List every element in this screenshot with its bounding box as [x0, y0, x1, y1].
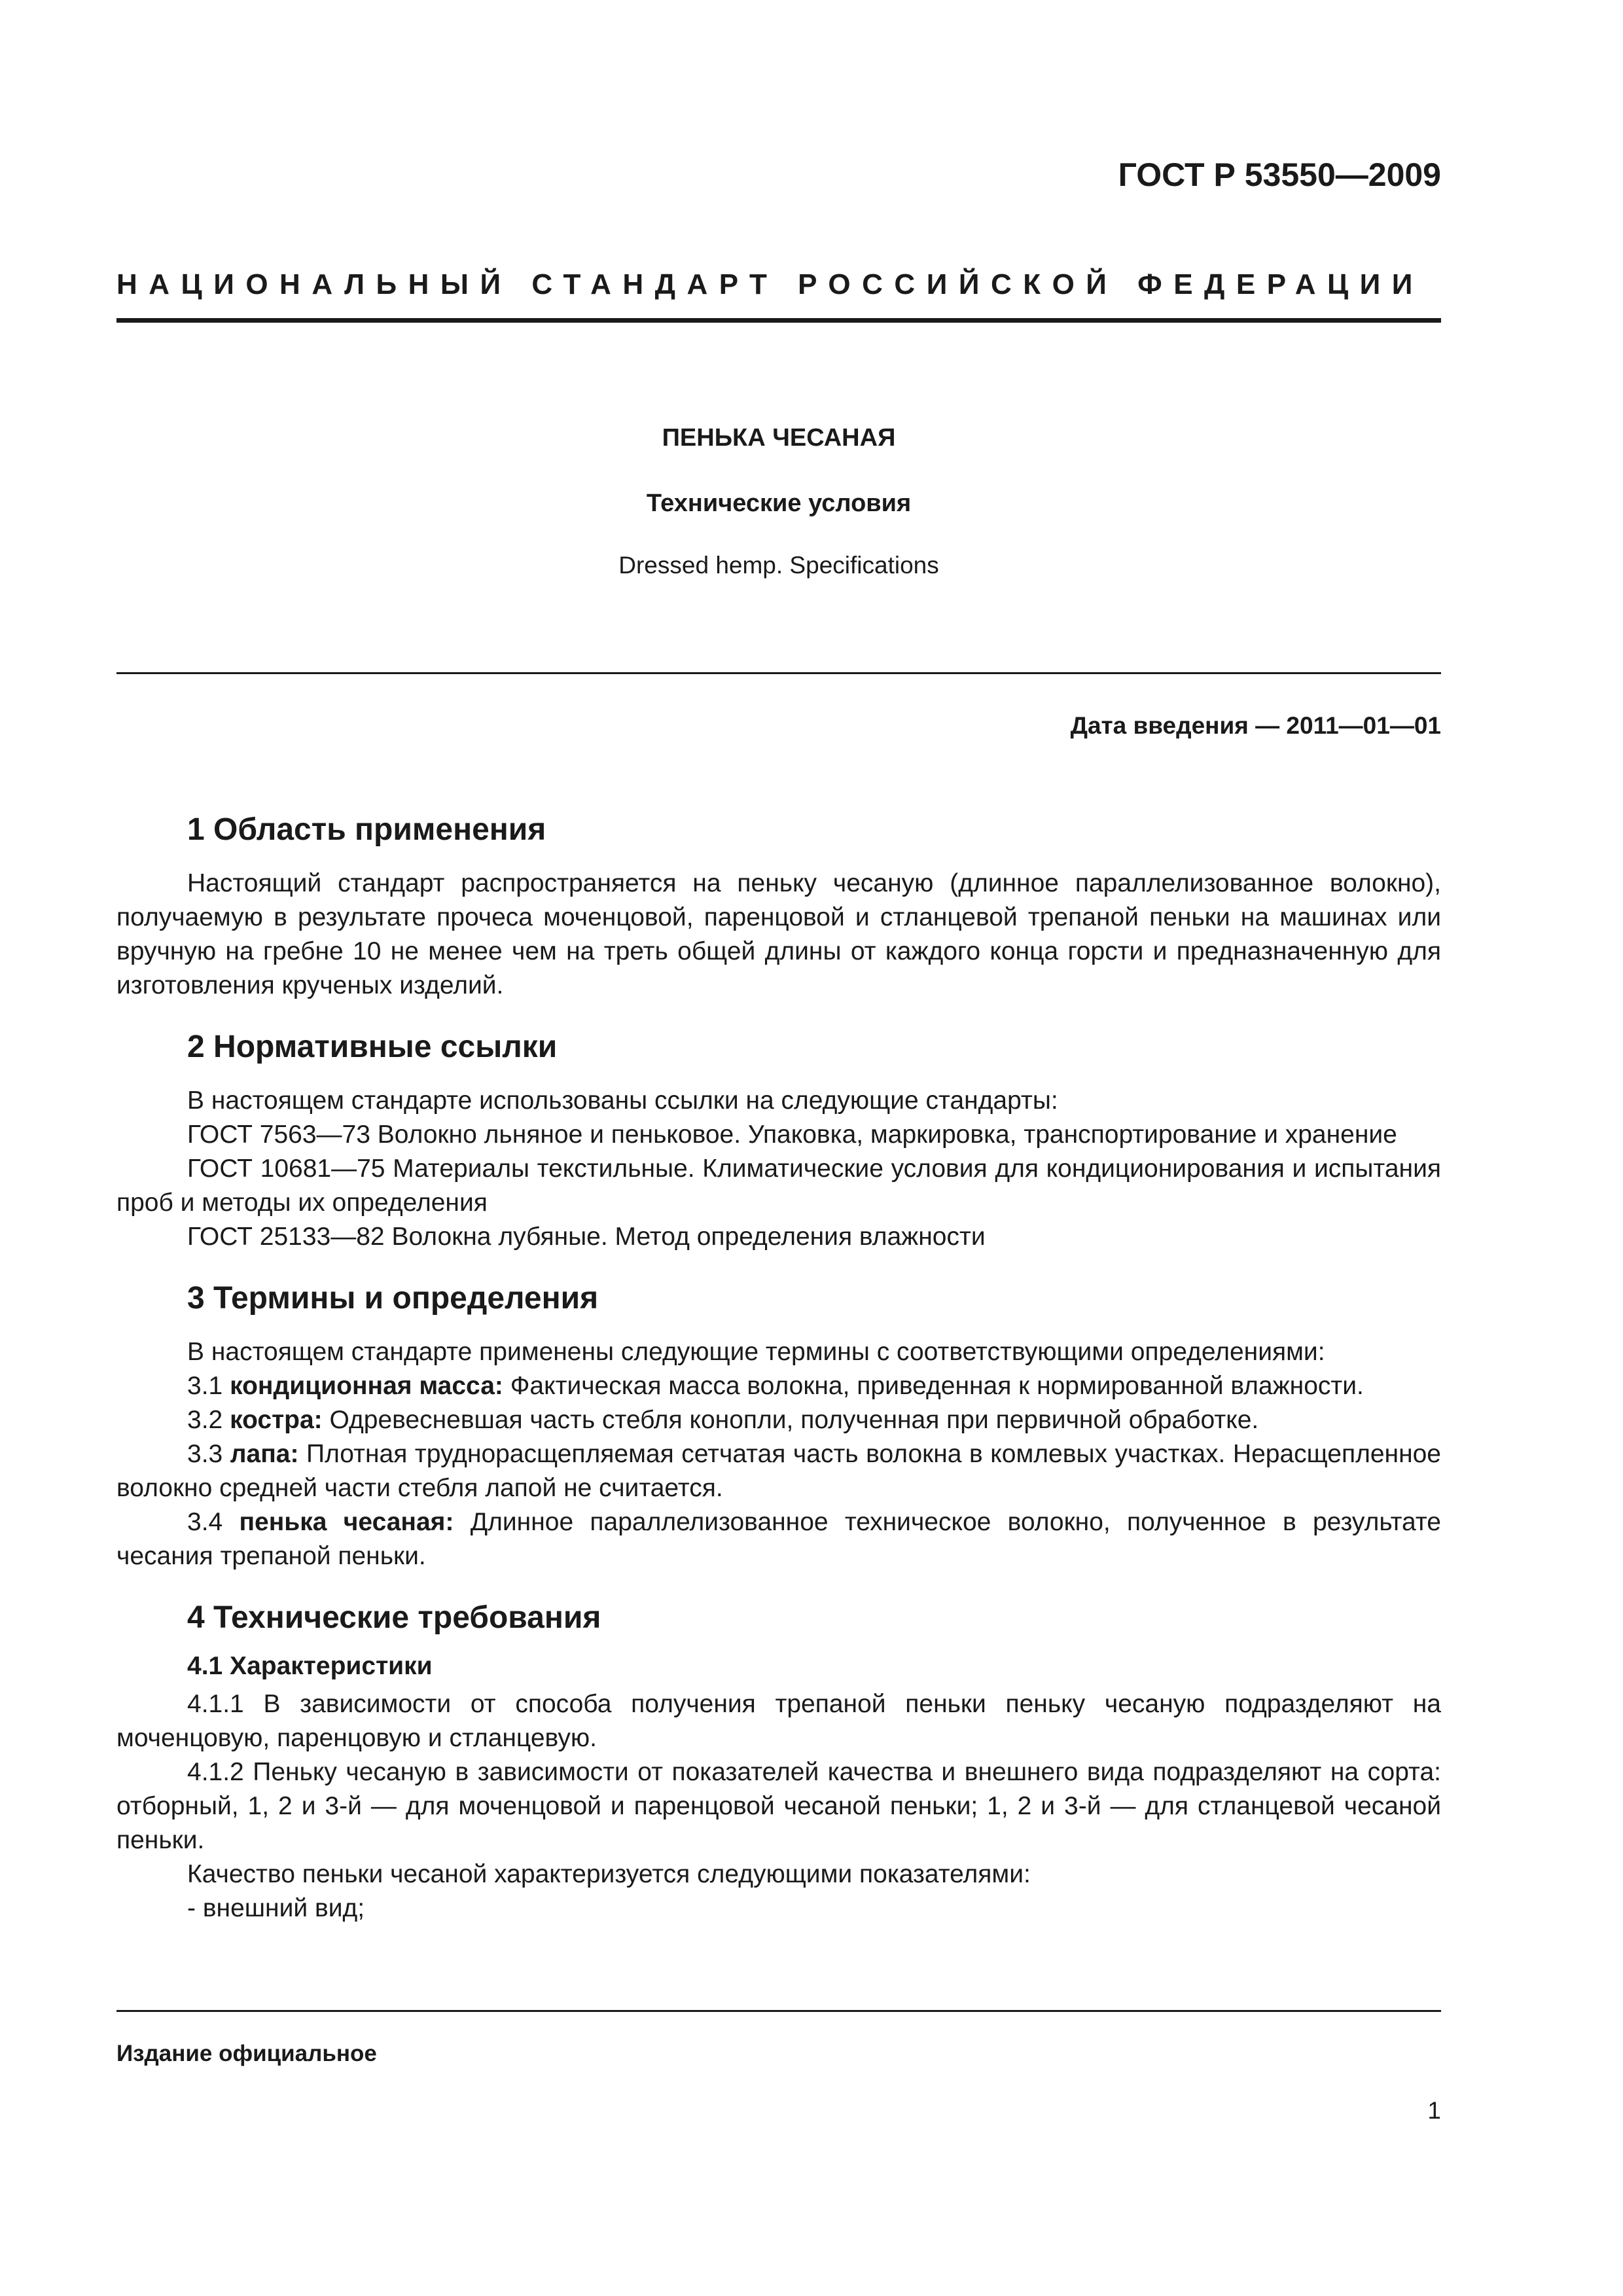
term-definition	[116, 1403, 1441, 1437]
term-number: 3.2	[187, 1406, 223, 1434]
term-definition	[116, 1505, 1441, 1573]
term-text: Одревесневшая часть стебля конопли, полученная при первичной обработке.	[329, 1406, 1259, 1434]
page-number: 1	[1427, 2097, 1441, 2124]
quality-intro: Качество пеньки чесаной характеризуется следующими показателями:	[187, 1860, 1031, 1888]
national-standard-banner: НАЦИОНАЛЬНЫЙ СТАНДАРТ РОССИЙСКОЙ ФЕДЕРАЦИИ	[116, 268, 1424, 300]
section-4-heading: 4 Технические требования	[187, 1600, 601, 1635]
term-definition	[116, 1369, 1441, 1403]
subsection-4-1-heading: 4.1 Характеристики	[187, 1652, 433, 1680]
section-2-heading: 2 Нормативные ссылки	[187, 1030, 558, 1064]
term-number: 3.4	[187, 1508, 223, 1536]
reference-item: ГОСТ 25133—82 Волокна лубяные. Метод определения влажности	[187, 1223, 986, 1251]
term-name: лапа:	[230, 1440, 299, 1468]
section-3-heading: 3 Термины и определения	[187, 1281, 599, 1316]
section-3-intro: В настоящем стандарте применены следующие термины с соответствующими определениями:	[187, 1338, 1325, 1366]
footer-divider	[116, 2010, 1441, 2012]
term-name: костра:	[230, 1406, 323, 1434]
term-text: Длинное параллелизованное техническое волокно, полученное в результате чесания трепаной пеньки.	[116, 1508, 1441, 1570]
section-1-heading: 1 Область применения	[187, 812, 546, 847]
english-title: Dressed hemp. Specifications	[618, 552, 939, 579]
term-name: пенька чесаная:	[239, 1508, 454, 1536]
term-number: 3.1	[187, 1372, 223, 1400]
document-title: ПЕНЬКА ЧЕСАНАЯ	[662, 424, 896, 452]
term-definition	[116, 1437, 1441, 1505]
document-subtitle: Технические условия	[646, 490, 912, 517]
section-2-intro: В настоящем стандарте использованы ссылки на следующие стандарты:	[187, 1086, 1058, 1115]
edition-note: Издание официальное	[116, 2041, 377, 2066]
section-1-paragraph: Настоящий стандарт распространяется на пеньку чесаную (длинное параллелизованное волокно), получаемую в результате прочеса моченцовой, паренцовой и стланцевой трепаной пеньки на машинах или вручную на гребне 10 не менее чем на треть общей длины от каждого конца горсти и предназначенную для изготовления крученых изделий.	[116, 869, 1441, 999]
term-name: кондиционная масса:	[230, 1372, 503, 1400]
title-divider	[116, 672, 1441, 674]
introduction-date: Дата введения — 2011—01—01	[1070, 712, 1441, 739]
clause-4-1-1: 4.1.1 В зависимости от способа получения трепаной пеньки пеньку чесаную подразделяют на моченцовую, паренцовую и стланцевую.	[116, 1690, 1441, 1752]
clause-4-1-2: 4.1.2 Пеньку чесаную в зависимости от показателей качества и внешнего вида подразделяют на сорта: отборный, 1, 2 и 3-й — для моченцовой и паренцовой чесаной пеньки; 1, 2 и 3-й — для стланцевой чесаной пеньки.	[116, 1758, 1441, 1854]
header-divider	[116, 318, 1441, 323]
term-number: 3.3	[187, 1440, 223, 1468]
document-code: ГОСТ Р 53550—2009	[1118, 156, 1441, 193]
bullet-item: - внешний вид;	[187, 1894, 365, 1922]
document-body	[116, 810, 1441, 1926]
term-text: Плотная труднорасщепляемая сетчатая часть волокна в комлевых участках. Нерасщепленное волокно средней части стебля лапой не считается.	[116, 1440, 1441, 1502]
reference-item: ГОСТ 7563—73 Волокно льняное и пеньковое. Упаковка, маркировка, транспортирование и хранение	[187, 1121, 1397, 1149]
term-text: Фактическая масса волокна, приведенная к нормированной влажности.	[510, 1372, 1364, 1400]
reference-item: ГОСТ 10681—75 Материалы текстильные. Климатические условия для кондиционирования и испытания проб и методы их определения	[116, 1155, 1441, 1217]
